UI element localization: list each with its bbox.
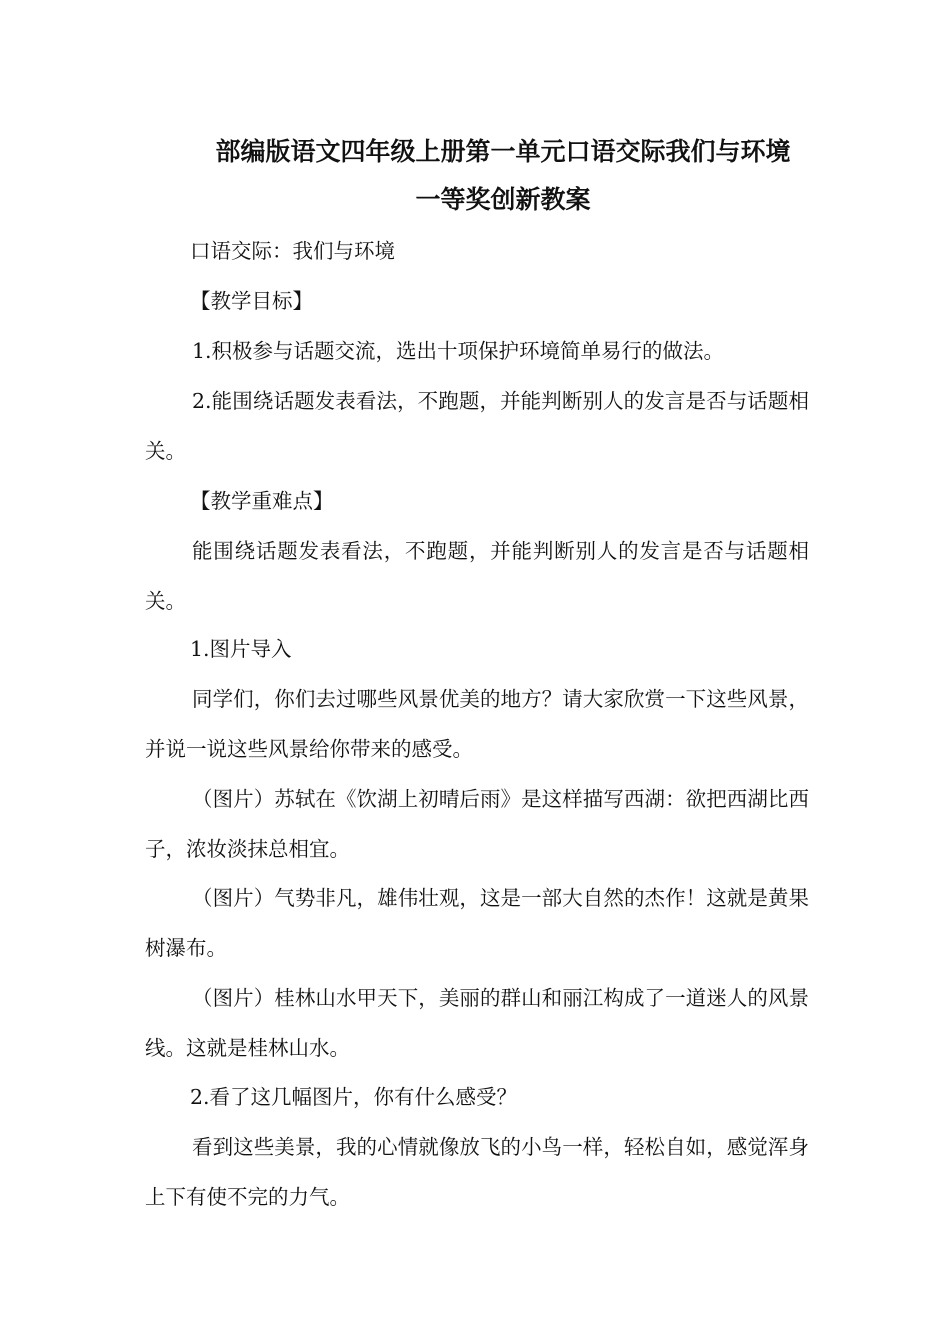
document-title-line-1: 部编版语文四年级上册第一单元口语交际我们与环境 — [215, 137, 791, 166]
goal-item-1: 1.积极参与话题交流，选出十项保护环境简单易行的做法。 — [192, 339, 725, 363]
document-title-line-2: 一等奖创新教案 — [415, 185, 591, 214]
section-heading-keypoints: 【教学重难点】 — [190, 489, 334, 513]
lesson-subtitle: 口语交际：我们与环境 — [190, 239, 395, 263]
step-heading-2: 2.看了这几幅图片，你有什么感受？ — [190, 1085, 518, 1109]
step-heading-1: 1.图片导入 — [190, 637, 292, 661]
paragraph-intro: 同学们，你们去过哪些风景优美的地方？请大家欣赏一下这些风景，并说一说这些风景给你带来的感受。 — [145, 687, 809, 761]
goal-item-2: 2.能围绕话题发表看法，不跑题，并能判断别人的发言是否与话题相关。 — [145, 389, 809, 463]
paragraph-feeling: 看到这些美景，我的心情就像放飞的小鸟一样，轻松自如，感觉浑身上下有使不完的力气。 — [145, 1135, 809, 1209]
keypoint-paragraph: 能围绕话题发表看法，不跑题，并能判断别人的发言是否与话题相关。 — [145, 539, 809, 613]
paragraph-westlake: （图片）苏轼在《饮湖上初晴后雨》是这样描写西湖：欲把西湖比西子，浓妆淡抹总相宜。 — [145, 787, 809, 861]
paragraph-guilin: （图片）桂林山水甲天下，美丽的群山和丽江构成了一道迷人的风景线。这就是桂林山水。 — [145, 986, 809, 1060]
section-heading-goals: 【教学目标】 — [190, 289, 313, 313]
paragraph-waterfall: （图片）气势非凡，雄伟壮观，这是一部大自然的杰作！这就是黄果树瀑布。 — [145, 886, 809, 960]
